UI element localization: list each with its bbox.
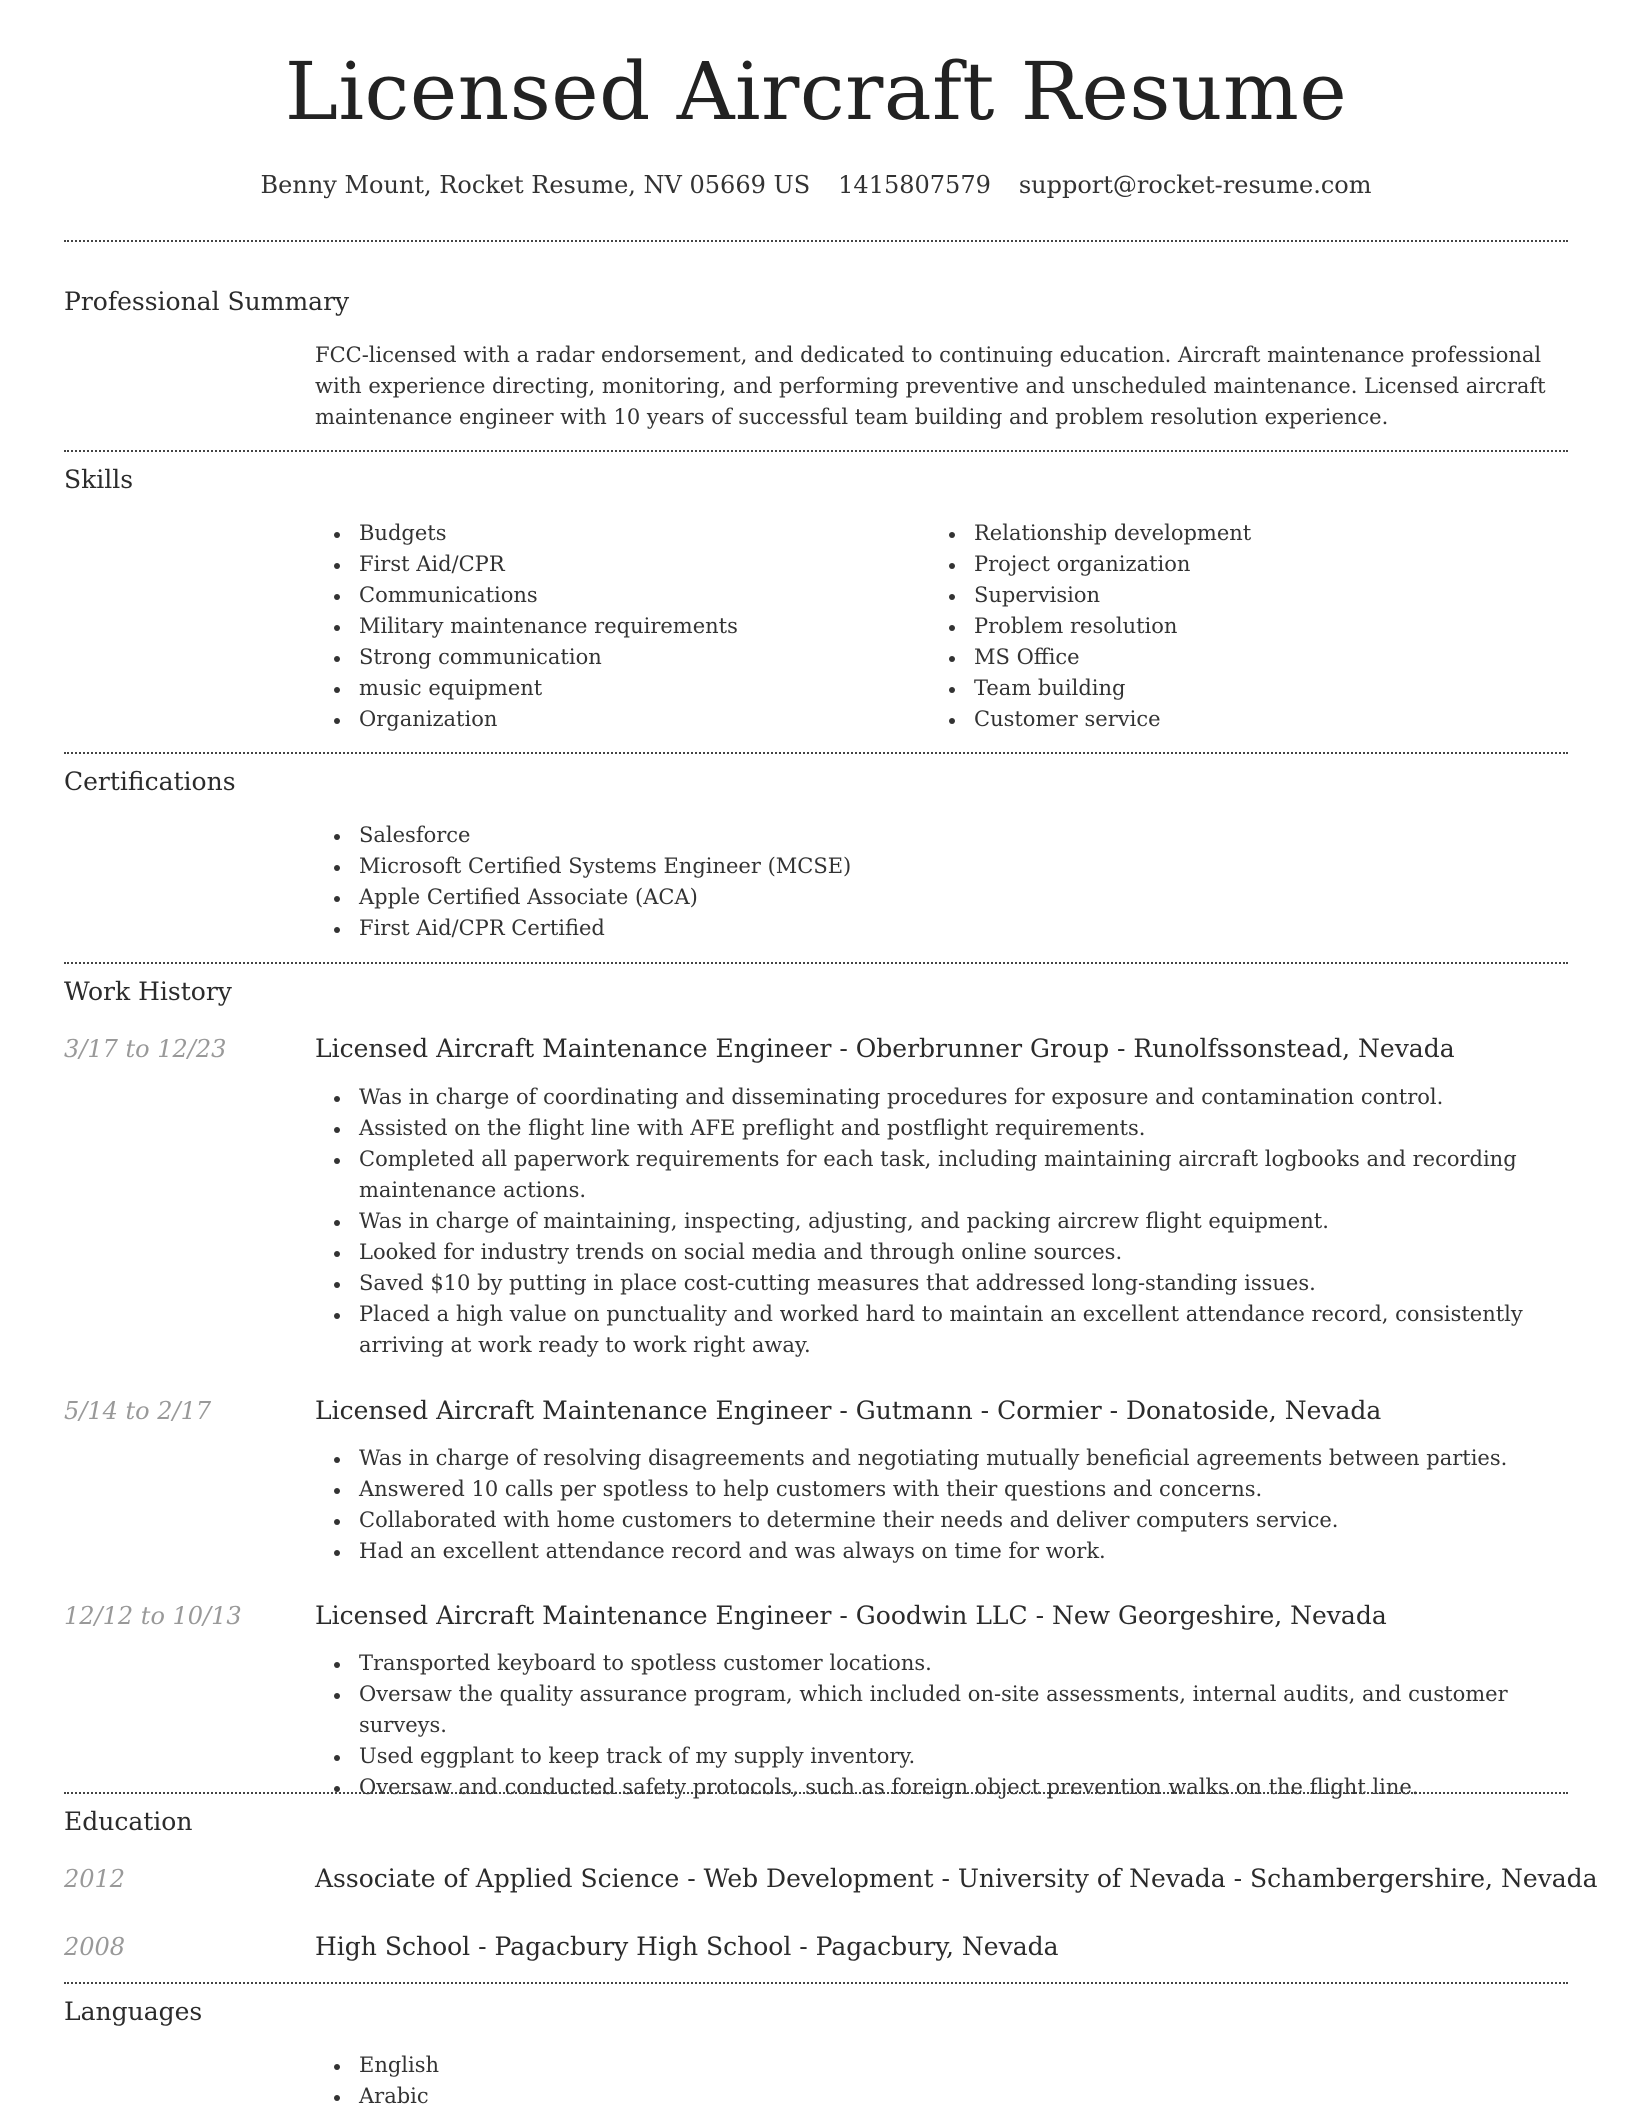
summary-heading: Professional Summary (64, 287, 350, 316)
job-bullet: Answered 10 calls per spotless to help customers with their questions and concerns. (315, 1474, 1560, 1505)
section-divider (64, 752, 1568, 754)
certifications-list (315, 820, 1515, 944)
skills-list-left (315, 518, 915, 735)
summary-text: FCC-licensed with a radar endorsement, and dedicated to continuing education. Aircraft maintenance professional with experience directing, monitoring, and performing preventive and unscheduled maintenance. Licensed aircraft maintenance engineer with 10 years of successful team building and problem resolution experience. (315, 343, 1546, 429)
certification-item: First Aid/CPR Certified (315, 913, 1515, 944)
skill-item: Supervision (930, 580, 1530, 611)
job-dates: 5/14 to 2/17 (64, 1397, 212, 1425)
education-heading: Education (64, 1807, 193, 1836)
section-divider (64, 1792, 1568, 1794)
section-divider (64, 1982, 1568, 1984)
education-entry: Associate of Applied Science - Web Development - University of Nevada - Schambergershire, Nevada (315, 1864, 1598, 1893)
certification-item: Microsoft Certified Systems Engineer (MCSE) (315, 851, 1515, 882)
skill-item: Customer service (930, 704, 1530, 735)
section-divider (64, 450, 1568, 452)
job-dates: 3/17 to 12/23 (64, 1035, 227, 1063)
job-bullet: Was in charge of coordinating and disseminating procedures for exposure and contamination control. (315, 1082, 1560, 1113)
certification-item: Salesforce (315, 820, 1515, 851)
contact-phone: 1415807579 (838, 171, 991, 199)
education-year: 2012 (64, 1865, 126, 1893)
skill-item: Team building (930, 673, 1530, 704)
education-entry: High School - Pagacbury High School - Pagacbury, Nevada (315, 1932, 1059, 1961)
job-bullet: Was in charge of resolving disagreements and negotiating mutually beneficial agreements between parties. (315, 1443, 1560, 1474)
skill-item: Military maintenance requirements (315, 611, 915, 642)
job-bullet: Was in charge of maintaining, inspecting, adjusting, and packing aircrew flight equipment. (315, 1206, 1560, 1237)
contact-line (0, 173, 1632, 197)
languages-list (315, 2050, 1515, 2112)
section-divider (64, 240, 1568, 242)
certifications-heading: Certifications (64, 767, 236, 796)
language-item: Arabic (315, 2081, 1515, 2112)
section-divider (64, 962, 1568, 964)
skill-item: music equipment (315, 673, 915, 704)
skill-item: Problem resolution (930, 611, 1530, 642)
job-bullet: Transported keyboard to spotless customer locations. (315, 1648, 1560, 1679)
job-title: Licensed Aircraft Maintenance Engineer - Goodwin LLC - New Georgeshire, Nevada (315, 1601, 1387, 1630)
skill-item: Relationship development (930, 518, 1530, 549)
education-year: 2008 (64, 1933, 126, 1961)
skills-heading: Skills (64, 465, 134, 494)
skill-item: Communications (315, 580, 915, 611)
skill-item: Budgets (315, 518, 915, 549)
skill-item: Project organization (930, 549, 1530, 580)
job-bullet: Saved $10 by putting in place cost-cutting measures that addressed long-standing issues. (315, 1268, 1560, 1299)
skill-item: Organization (315, 704, 915, 735)
job-bullet: Had an excellent attendance record and was always on time for work. (315, 1536, 1560, 1567)
language-item: English (315, 2050, 1515, 2081)
job-dates: 12/12 to 10/13 (64, 1602, 242, 1630)
job-title: Licensed Aircraft Maintenance Engineer - Oberbrunner Group - Runolfssonstead, Nevada (315, 1034, 1455, 1063)
skill-item: First Aid/CPR (315, 549, 915, 580)
job-bullets (315, 1648, 1560, 1803)
skill-item: MS Office (930, 642, 1530, 673)
languages-heading: Languages (64, 1997, 203, 2026)
contact-address: Benny Mount, Rocket Resume, NV 05669 US (260, 171, 811, 199)
job-bullet: Oversaw the quality assurance program, which included on-site assessments, internal audits, and customer surveys. (315, 1679, 1560, 1741)
skills-list-right (930, 518, 1530, 735)
job-bullet: Oversaw and conducted safety protocols, such as foreign object prevention walks on the flight line. (315, 1772, 1560, 1803)
resume-title: Licensed Aircraft Resume (284, 45, 1348, 138)
job-bullet: Placed a high value on punctuality and worked hard to maintain an excellent attendance record, consistently arriving at work ready to work right away. (315, 1299, 1560, 1361)
work-history-heading: Work History (64, 977, 232, 1006)
skill-item: Strong communication (315, 642, 915, 673)
job-bullets (315, 1082, 1560, 1361)
job-bullet: Assisted on the flight line with AFE preflight and postflight requirements. (315, 1113, 1560, 1144)
certification-item: Apple Certified Associate (ACA) (315, 882, 1515, 913)
job-bullet: Completed all paperwork requirements for each task, including maintaining aircraft logbooks and recording maintenance actions. (315, 1144, 1560, 1206)
job-bullet: Used eggplant to keep track of my supply inventory. (315, 1741, 1560, 1772)
job-title: Licensed Aircraft Maintenance Engineer - Gutmann - Cormier - Donatoside, Nevada (315, 1396, 1382, 1425)
contact-email[interactable]: support@rocket-resume.com (1018, 171, 1372, 199)
job-bullet: Collaborated with home customers to determine their needs and deliver computers service. (315, 1505, 1560, 1536)
job-bullet: Looked for industry trends on social media and through online sources. (315, 1237, 1560, 1268)
job-bullets (315, 1443, 1560, 1567)
